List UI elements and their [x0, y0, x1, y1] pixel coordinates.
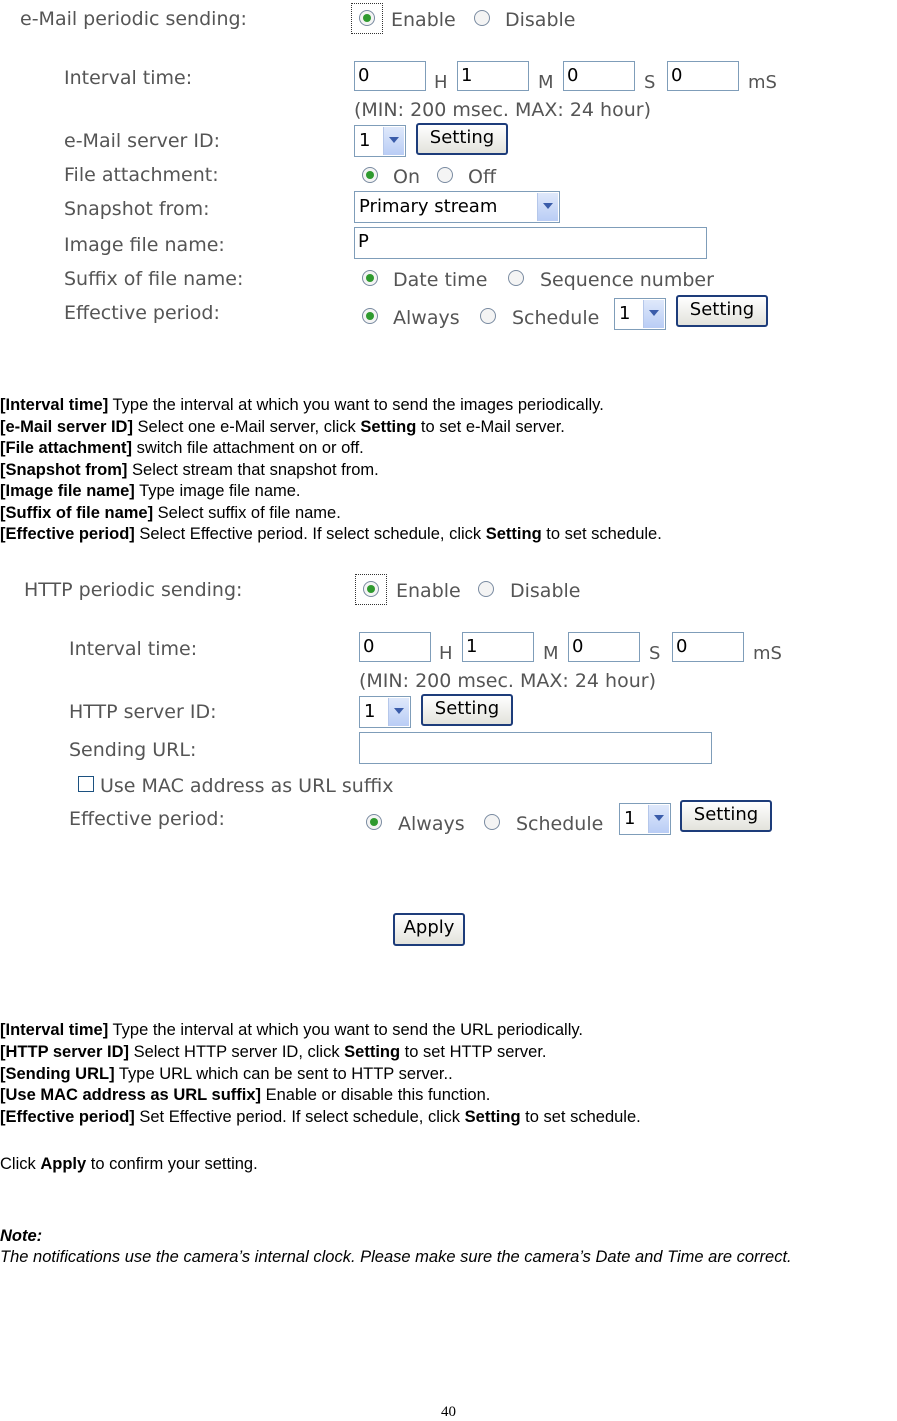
- email-disable-label: Disable: [505, 9, 576, 31]
- http-server-label: HTTP server ID:: [69, 701, 217, 723]
- page-number: 40: [441, 1404, 456, 1420]
- http-schedule-select[interactable]: [619, 803, 671, 835]
- email-interval-ms-input[interactable]: 0: [667, 61, 739, 91]
- http-schedule-radio[interactable]: [484, 814, 500, 830]
- desc-emphasis: Setting: [360, 418, 417, 436]
- desc-text: Select Effective period. If select schedule, click: [134, 525, 486, 543]
- email-desc-line: [0, 418, 565, 437]
- desc-term: [Interval time]: [0, 1021, 109, 1039]
- email-schedule-setting-button[interactable]: Setting: [676, 295, 768, 327]
- email-disable-radio[interactable]: [474, 10, 490, 26]
- note-text: The notifications use the camera’s internal clock. Please make sure the camera’s Date and Time are correct.: [0, 1248, 792, 1266]
- email-desc-line: [0, 482, 301, 501]
- email-enable-label: Enable: [391, 9, 456, 31]
- desc-emphasis: Apply: [40, 1155, 87, 1173]
- email-interval-label: Interval time:: [64, 67, 193, 89]
- desc-text: Select one e-Mail server, click: [132, 418, 361, 436]
- email-server-label: e-Mail server ID:: [64, 130, 220, 152]
- http-schedule-value: 1: [624, 808, 636, 829]
- http-interval-min-input[interactable]: 1: [462, 632, 534, 662]
- email-unit-s: S: [644, 72, 656, 93]
- http-range-note: (MIN: 200 msec. MAX: 24 hour): [359, 670, 656, 692]
- email-suffix-date-radio[interactable]: [362, 270, 378, 286]
- desc-text: Type the interval at which you want to send the images periodically.: [108, 396, 604, 414]
- http-desc-line: [0, 1108, 641, 1127]
- email-effective-label: Effective period:: [64, 302, 220, 324]
- desc-text: Enable or disable this function.: [261, 1086, 491, 1104]
- http-disable-radio[interactable]: [478, 581, 494, 597]
- http-effective-label: Effective period:: [69, 808, 225, 830]
- desc-text: to set e-Mail server.: [416, 418, 565, 436]
- http-url-label: Sending URL:: [69, 739, 197, 761]
- http-mac-label: Use MAC address as URL suffix: [100, 775, 394, 797]
- chevron-down-icon: [643, 300, 664, 328]
- desc-term: [File attachment]: [0, 439, 133, 457]
- desc-term: [HTTP server ID]: [0, 1043, 129, 1061]
- email-image-label: Image file name:: [64, 234, 225, 256]
- email-server-setting-button[interactable]: Setting: [416, 123, 508, 155]
- desc-term: [Sending URL]: [0, 1065, 115, 1083]
- email-desc-line: [0, 439, 364, 458]
- http-unit-s: S: [649, 643, 661, 664]
- chevron-down-icon: [648, 805, 669, 833]
- http-always-label: Always: [398, 813, 465, 835]
- email-image-input[interactable]: P: [354, 227, 707, 259]
- email-desc-line: [0, 461, 379, 480]
- http-mac-checkbox[interactable]: [78, 776, 94, 792]
- email-unit-h: H: [434, 72, 448, 93]
- desc-text: Type the interval at which you want to send the URL periodically.: [108, 1021, 583, 1039]
- desc-text: Select suffix of file name.: [153, 504, 341, 522]
- http-url-input[interactable]: [359, 732, 712, 764]
- desc-text: Click: [0, 1155, 41, 1173]
- chevron-down-icon: [388, 698, 409, 726]
- desc-text: to set HTTP server.: [400, 1043, 547, 1061]
- desc-text: to set schedule.: [541, 525, 662, 543]
- desc-text: Select stream that snapshot from.: [127, 461, 379, 479]
- http-interval-hour-input[interactable]: 0: [359, 632, 431, 662]
- email-interval-min-input[interactable]: 1: [457, 61, 529, 91]
- desc-text: Type URL which can be sent to HTTP server..: [114, 1065, 453, 1083]
- http-interval-sec-input[interactable]: 0: [568, 632, 640, 662]
- email-title: e-Mail periodic sending:: [20, 8, 247, 30]
- email-file-off-radio[interactable]: [437, 167, 453, 183]
- email-file-on-radio[interactable]: [362, 167, 378, 183]
- desc-term: [Effective period]: [0, 1108, 135, 1126]
- email-suffix-date-label: Date time: [393, 269, 488, 291]
- email-desc-line: [0, 396, 604, 415]
- email-interval-sec-input[interactable]: 0: [563, 61, 635, 91]
- desc-text: to confirm your setting.: [86, 1155, 258, 1173]
- desc-term: [Snapshot from]: [0, 461, 128, 479]
- email-desc-line: [0, 504, 341, 523]
- note-title: Note:: [0, 1227, 43, 1245]
- email-suffix-seq-label: Sequence number: [540, 269, 714, 291]
- http-enable-label: Enable: [396, 580, 461, 602]
- desc-text: to set schedule.: [520, 1108, 641, 1126]
- email-server-select[interactable]: [354, 125, 406, 157]
- email-unit-m: M: [538, 72, 554, 93]
- email-unit-ms: mS: [748, 72, 777, 93]
- email-desc-line: [0, 525, 662, 544]
- email-snapshot-select[interactable]: [354, 191, 560, 223]
- http-desc-line: [0, 1065, 453, 1084]
- desc-term: [Effective period]: [0, 525, 135, 543]
- http-always-radio[interactable]: [366, 814, 382, 830]
- http-interval-ms-input[interactable]: 0: [672, 632, 744, 662]
- apply-button[interactable]: Apply: [393, 913, 465, 946]
- http-title: HTTP periodic sending:: [24, 579, 243, 601]
- email-range-note: (MIN: 200 msec. MAX: 24 hour): [354, 99, 651, 121]
- http-enable-radio[interactable]: [363, 581, 379, 597]
- http-server-select[interactable]: [359, 696, 411, 728]
- http-schedule-setting-button[interactable]: Setting: [680, 800, 772, 832]
- http-desc-line: [0, 1086, 490, 1105]
- http-unit-h: H: [439, 643, 453, 664]
- http-server-setting-button[interactable]: Setting: [421, 694, 513, 726]
- chevron-down-icon: [383, 127, 404, 155]
- desc-text: switch file attachment on or off.: [132, 439, 364, 457]
- email-suffix-seq-radio[interactable]: [508, 270, 524, 286]
- http-unit-ms: mS: [753, 643, 782, 664]
- email-suffix-label: Suffix of file name:: [64, 268, 244, 290]
- email-file-label: File attachment:: [64, 164, 219, 186]
- email-enable-radio[interactable]: [359, 10, 375, 26]
- http-interval-label: Interval time:: [69, 638, 198, 660]
- http-desc-line: [0, 1021, 583, 1040]
- desc-term: [Use MAC address as URL suffix]: [0, 1086, 262, 1104]
- desc-text: Select HTTP server ID, click: [129, 1043, 345, 1061]
- email-schedule-select[interactable]: [614, 298, 666, 330]
- apply-instruction: [0, 1155, 258, 1174]
- email-schedule-value: 1: [619, 303, 631, 324]
- email-always-label: Always: [393, 307, 460, 329]
- desc-text: Type image file name.: [134, 482, 301, 500]
- desc-text: Set Effective period. If select schedule, click: [134, 1108, 465, 1126]
- desc-term: [Image file name]: [0, 482, 135, 500]
- email-always-radio[interactable]: [362, 308, 378, 324]
- chevron-down-icon: [537, 193, 558, 221]
- desc-term: [e-Mail server ID]: [0, 418, 133, 436]
- email-snapshot-value: Primary stream: [359, 196, 498, 217]
- email-interval-hour-input[interactable]: 0: [354, 61, 426, 91]
- desc-emphasis: Setting: [464, 1108, 521, 1126]
- http-desc-line: [0, 1043, 546, 1062]
- desc-emphasis: Setting: [344, 1043, 401, 1061]
- email-snapshot-label: Snapshot from:: [64, 198, 210, 220]
- desc-emphasis: Setting: [485, 525, 542, 543]
- email-schedule-label: Schedule: [512, 307, 600, 329]
- email-server-value: 1: [359, 130, 371, 151]
- desc-term: [Suffix of file name]: [0, 504, 154, 522]
- email-file-on-label: On: [393, 166, 420, 188]
- http-disable-label: Disable: [510, 580, 581, 602]
- email-schedule-radio[interactable]: [480, 308, 496, 324]
- http-schedule-label: Schedule: [516, 813, 604, 835]
- email-file-off-label: Off: [468, 166, 497, 188]
- http-unit-m: M: [543, 643, 559, 664]
- desc-term: [Interval time]: [0, 396, 109, 414]
- http-server-value: 1: [364, 701, 376, 722]
